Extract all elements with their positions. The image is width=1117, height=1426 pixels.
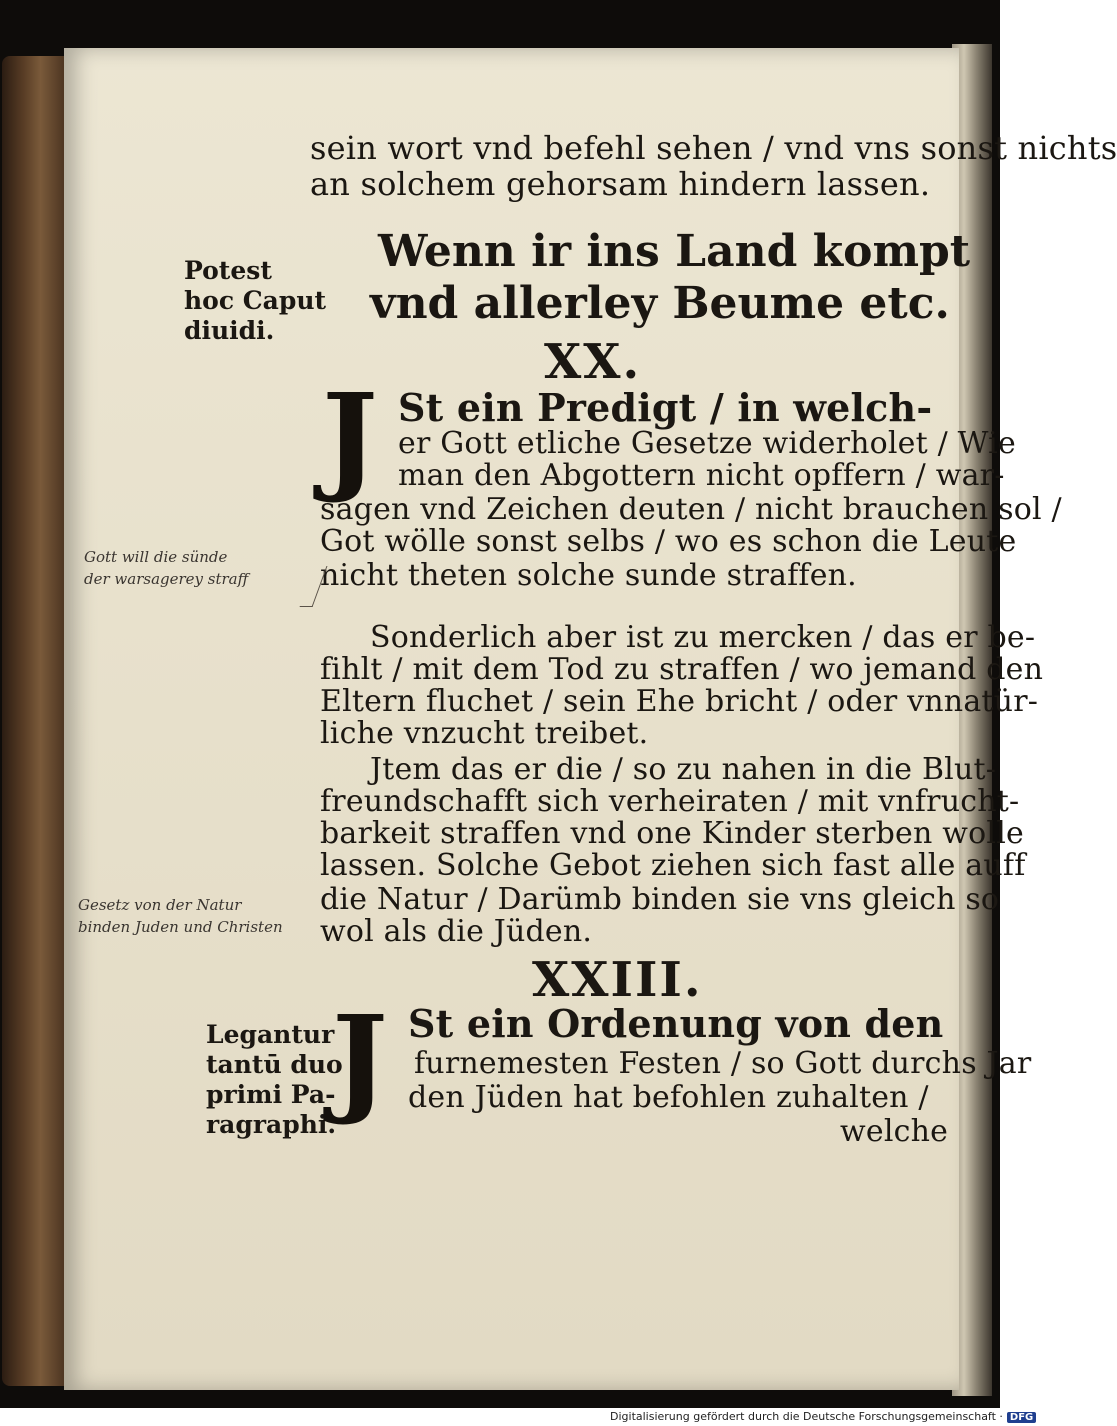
credit-text: Digitalisierung gefördert durch die Deutsche Forschungsgemeinschaft · [610,1410,1003,1423]
drop-cap: J [322,367,378,506]
para4-line: furnemesten Festen / so Gott durchs Jar [414,1046,1032,1081]
para3-line: wol als die Jüden. [320,914,593,949]
catchword: welche [840,1114,949,1149]
para2-line: liche vnzucht treibet. [320,716,649,751]
section-heading-line-1: Wenn ir ins Land kompt [378,226,971,277]
drop-cap: J [332,989,388,1128]
para1-first-line: St ein Predigt / in welch- [398,385,933,430]
margin-note-line: ragraphi. [206,1110,337,1139]
book-spine [2,56,66,1386]
para1-line: er Gott etliche Gesetze widerholet / Wie [398,426,1016,461]
handwritten-annotation-2 [78,894,283,938]
dfg-logo-badge: DFG [1007,1412,1036,1423]
para2-line: Sonderlich aber ist zu mercken / das er be- [370,620,1036,655]
para3-line: freundschafft sich verheiraten / mit vnfrucht- [320,784,1020,819]
para3-line: lassen. Solche Gebot ziehen sich fast alle auff [320,848,1026,883]
para4-first-line: St ein Ordenung von den [408,1001,944,1046]
handwritten-line: binden Juden und Christen [78,918,283,936]
para2-line: Eltern fluchet / sein Ehe bricht / oder vnnatür- [320,684,1039,719]
handwritten-annotation-1 [84,546,248,590]
margin-note-line: tantū duo [206,1050,343,1079]
chapter-number-xxiii: XXIII. [532,952,703,1008]
section-heading-line-2: vnd allerley Beume etc. [370,278,950,329]
para4-line: den Jüden hat befohlen zuhalten / [408,1080,929,1115]
chapter-number-xx: XX. [544,334,642,390]
book-page [64,48,1117,1390]
para3-line: die Natur / Darümb binden sie vns gleich so [320,882,1000,917]
margin-note-line: Potest [184,256,272,285]
handwritten-line: der warsagerey straff [84,570,249,588]
margin-note-potest [184,256,326,346]
para1-line: sagen vnd Zeichen deuten / nicht brauchen sol / [320,492,1062,527]
margin-note-line: diuidi. [184,316,275,345]
digitization-credit [610,1410,1036,1423]
top-line-2: an solchem gehorsam hindern lassen. [310,165,931,203]
handwritten-line: Gott will die sünde [84,548,228,566]
margin-note-line: Legantur [206,1020,335,1049]
para1-line: Got wölle sonst selbs / wo es schon die Leute [320,524,1017,559]
margin-note-line: primi Pa- [206,1080,336,1109]
margin-note-legantur [206,1020,343,1140]
para2-line: fihlt / mit dem Tod zu straffen / wo jemand den [320,652,1044,687]
handwritten-line: Gesetz von der Natur [78,896,242,914]
para3-line: barkeit straffen vnd one Kinder sterben wolle [320,816,1024,851]
para1-line: nicht theten solche sunde straffen. [320,558,857,593]
margin-note-line: hoc Caput [184,286,327,315]
para1-line: man den Abgottern nicht opffern / war- [398,458,1005,493]
top-line-1: sein wort vnd befehl sehen / vnd vns sonst nichts [310,129,1117,167]
para3-line: Jtem das er die / so zu nahen in die Blut- [370,752,997,787]
